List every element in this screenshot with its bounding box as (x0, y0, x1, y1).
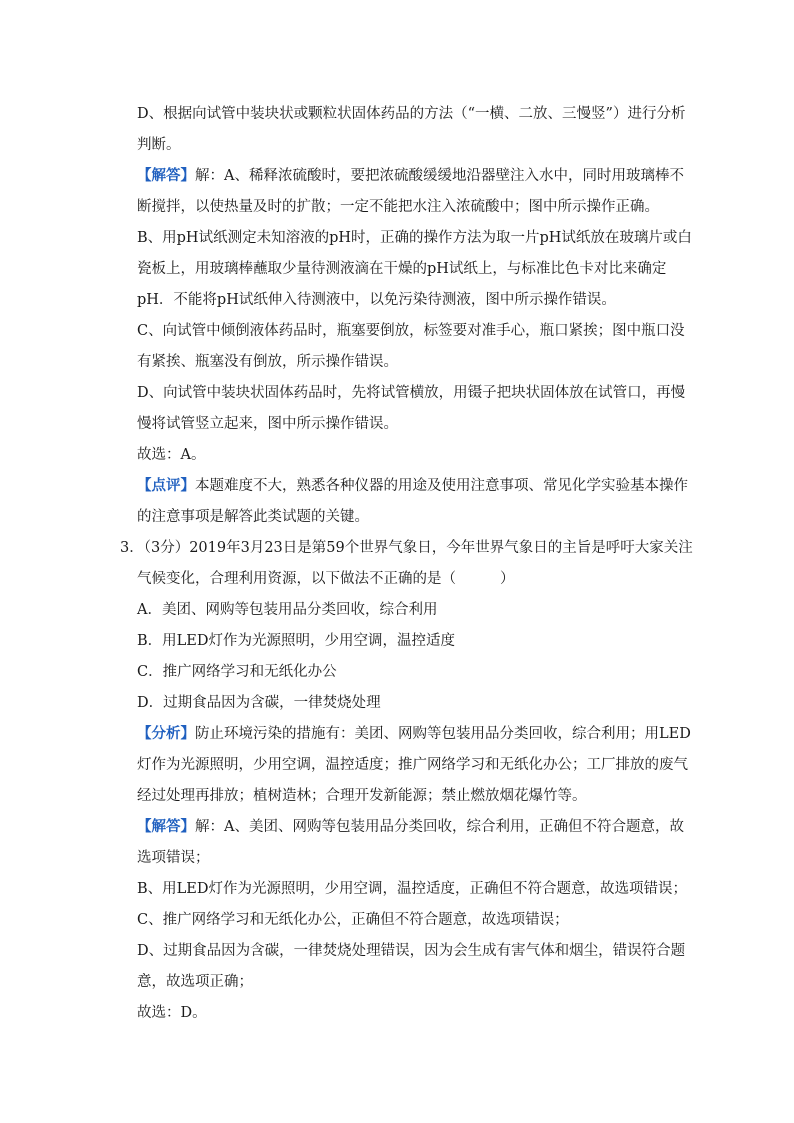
q2-answer-b: pH．不能将pH试纸伸入待测液中，以免污染待测液，图中所示操作错误。 (137, 292, 616, 308)
answer-text: 解：A、美团、网购等包装用品分类回收，综合利用，正确但不符合题意，故 (195, 819, 684, 835)
q3-option-a: A．美团、网购等包装用品分类回收，综合利用 (137, 602, 438, 618)
comment-tag: 【点评】 (137, 477, 195, 494)
q3-stem: 3．（3分）2019年3月23日是第59个世界气象日，今年世界气象日的主旨是呼吁大家关注 (120, 540, 693, 556)
comment-text: 本题难度不大，熟悉各种仪器的用途及使用注意事项、常见化学实验基本操作 (195, 478, 688, 494)
analysis-text: 防止环境污染的措施有：美团、网购等包装用品分类回收，综合利用；用LED (195, 726, 691, 742)
q3-answer-b: B、用LED灯作为光源照明，少用空调，温控适度，正确但不符合题意，故选项错误； (137, 881, 687, 897)
q3-stem-text: 气候变化，合理利用资源，以下做法不正确的是（ (137, 571, 456, 587)
q3-stem-close: ） (500, 571, 515, 587)
q2-answer-d: D、向试管中装块状固体药品时，先将试管横放，用镊子把块状固体放在试管口，再慢 (137, 385, 686, 401)
q2-comment-text: 的注意事项是解答此类试题的关键。 (137, 509, 369, 525)
answer-tag: 【解答】 (137, 167, 195, 184)
q3-option-b: B．用LED灯作为光源照明，少用空调，温控适度 (137, 633, 455, 649)
q3-option-c: C．推广网络学习和无纸化办公 (137, 664, 337, 680)
q2-answer-d: 慢将试管竖立起来，图中所示操作错误。 (137, 416, 398, 432)
q3-choice: 故选：D。 (137, 1005, 207, 1021)
q2-option-d-hint: D、根据向试管中装块状或颗粒状固体药品的方法（“一横、二放、三慢竖”）进行分析 (137, 106, 686, 122)
q2-answer-c: C、向试管中倾倒液体药品时，瓶塞要倒放，标签要对准手心，瓶口紧挨；图中瓶口没 (137, 323, 685, 339)
q3-option-d: D．过期食品因为含碳，一律焚烧处理 (137, 695, 381, 711)
q2-answer-b: 瓷板上，用玻璃棒蘸取少量待测液滴在干燥的pH试纸上，与标准比色卡对比来确定 (137, 261, 667, 277)
q2-answer-text: 断搅拌，以使热量及时的扩散；一定不能把水注入浓硫酸中；图中所示操作正确。 (137, 199, 659, 215)
q2-option-d-hint: 判断。 (137, 137, 181, 153)
answer-tag: 【解答】 (137, 818, 195, 835)
q3-answer-text: 选项错误； (137, 850, 210, 866)
q2-choice: 故选：A。 (137, 447, 206, 463)
analysis-tag: 【分析】 (137, 725, 195, 742)
q2-answer-c: 有紧挨、瓶塞没有倒放，所示操作错误。 (137, 354, 398, 370)
q3-answer-c: C、推广网络学习和无纸化办公，正确但不符合题意，故选项错误； (137, 912, 569, 928)
q3-answer-d: D、过期食品因为含碳，一律焚烧处理错误，因为会生成有害气体和烟尘，错误符合题 (137, 943, 686, 959)
q2-answer (137, 166, 684, 186)
answer-text: 解：A、稀释浓硫酸时，要把浓硫酸缓缓地沿器壁注入水中，同时用玻璃棒不 (195, 168, 684, 184)
q2-answer-b: B、用pH试纸测定未知溶液的pH时，正确的操作方法为取一片pH试纸放在玻璃片或白 (137, 230, 692, 246)
q3-answer-d: 意，故选项正确； (137, 974, 253, 990)
q3-stem (137, 569, 515, 589)
q3-analysis-text: 经过处理再排放；植树造林；合理开发新能源；禁止燃放烟花爆竹等。 (137, 788, 587, 804)
q3-analysis (137, 724, 691, 744)
q3-analysis-text: 灯作为光源照明，少用空调，温控适度；推广网络学习和无纸化办公；工厂排放的废气 (137, 757, 688, 773)
q2-comment (137, 476, 688, 496)
q3-answer (137, 817, 684, 837)
